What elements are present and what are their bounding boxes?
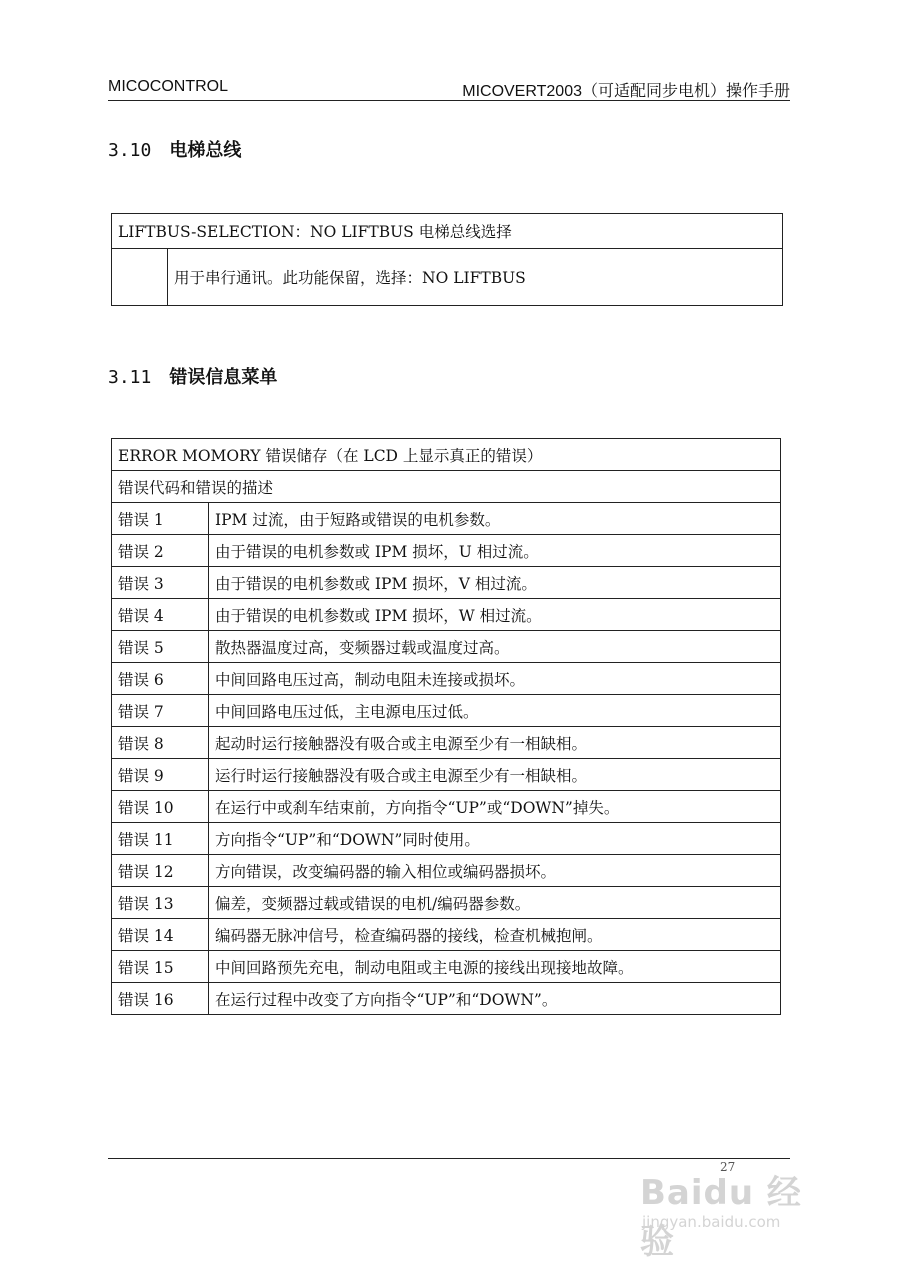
error-code: 错误 8 <box>112 727 209 759</box>
section-number: 3.11 <box>108 367 152 388</box>
error-code: 错误 15 <box>112 951 209 983</box>
watermark-site: jingyan.baidu.com <box>642 1213 781 1231</box>
error-description: 由于错误的电机参数或 IPM 损坏，V 相过流。 <box>209 567 781 599</box>
error-code: 错误 9 <box>112 759 209 791</box>
error-code: 错误 1 <box>112 503 209 535</box>
error-description: 方向错误，改变编码器的输入相位或编码器损坏。 <box>209 855 781 887</box>
liftbus-table <box>111 213 783 306</box>
table-row <box>112 791 781 823</box>
table-row <box>112 663 781 695</box>
error-code: 错误 6 <box>112 663 209 695</box>
error-description: 运行时运行接触器没有吸合或主电源至少有一相缺相。 <box>209 759 781 791</box>
error-code: 错误 3 <box>112 567 209 599</box>
footer-divider <box>108 1158 790 1159</box>
section-title: 错误信息菜单 <box>169 367 278 388</box>
error-description: 中间回路电压过低，主电源电压过低。 <box>209 695 781 727</box>
table-row <box>112 567 781 599</box>
error-table-subheader: 错误代码和错误的描述 <box>112 471 781 503</box>
error-code: 错误 16 <box>112 983 209 1015</box>
table-row <box>112 695 781 727</box>
table-row <box>112 503 781 535</box>
table-row <box>112 919 781 951</box>
header-manual-title: MICOVERT2003（可适配同步电机）操作手册 <box>462 83 790 100</box>
section-title: 电梯总线 <box>169 140 242 161</box>
error-description: 起动时运行接触器没有吸合或主电源至少有一相缺相。 <box>209 727 781 759</box>
error-table-header: ERROR MOMORY 错误储存（在 LCD 上显示真正的错误） <box>112 439 781 471</box>
error-description: 散热器温度过高，变频器过载或温度过高。 <box>209 631 781 663</box>
error-code: 错误 4 <box>112 599 209 631</box>
error-code: 错误 14 <box>112 919 209 951</box>
error-code: 错误 10 <box>112 791 209 823</box>
table-row <box>112 535 781 567</box>
error-description: 由于错误的电机参数或 IPM 损坏，U 相过流。 <box>209 535 781 567</box>
watermark-brand: Baidu 经验 <box>640 1173 802 1262</box>
error-code: 错误 12 <box>112 855 209 887</box>
error-code: 错误 5 <box>112 631 209 663</box>
table-row <box>112 823 781 855</box>
error-table <box>111 438 781 1015</box>
error-description: IPM 过流，由于短路或错误的电机参数。 <box>209 503 781 535</box>
page-number: 27 <box>720 1160 736 1174</box>
error-description: 由于错误的电机参数或 IPM 损坏，W 相过流。 <box>209 599 781 631</box>
section-3-11-heading <box>108 363 277 389</box>
error-code: 错误 2 <box>112 535 209 567</box>
error-description: 在运行中或刹车结束前，方向指令“UP”或“DOWN”掉失。 <box>209 791 781 823</box>
error-code: 错误 13 <box>112 887 209 919</box>
error-code: 错误 7 <box>112 695 209 727</box>
table-row <box>112 759 781 791</box>
error-description: 中间回路电压过高，制动电阻未连接或损坏。 <box>209 663 781 695</box>
error-description: 编码器无脉冲信号，检查编码器的接线，检查机械抱闸。 <box>209 919 781 951</box>
liftbus-empty-cell <box>112 249 168 306</box>
table-row <box>112 951 781 983</box>
watermark <box>640 1165 820 1262</box>
error-description: 中间回路预先充电，制动电阻或主电源的接线出现接地故障。 <box>209 951 781 983</box>
section-number: 3.10 <box>108 140 152 161</box>
error-description: 偏差，变频器过载或错误的电机/编码器参数。 <box>209 887 781 919</box>
page-header <box>108 78 790 101</box>
liftbus-table-header: LIFTBUS-SELECTION：NO LIFTBUS 电梯总线选择 <box>112 214 783 249</box>
header-company: MICOCONTROL <box>108 78 228 95</box>
section-3-10-heading <box>108 136 241 162</box>
liftbus-description: 用于串行通讯。此功能保留，选择：NO LIFTBUS <box>168 249 783 306</box>
table-row <box>112 631 781 663</box>
table-row <box>112 599 781 631</box>
table-row <box>112 983 781 1015</box>
error-code: 错误 11 <box>112 823 209 855</box>
error-description: 在运行过程中改变了方向指令“UP”和“DOWN”。 <box>209 983 781 1015</box>
table-row <box>112 727 781 759</box>
table-row <box>112 887 781 919</box>
error-description: 方向指令“UP”和“DOWN”同时使用。 <box>209 823 781 855</box>
table-row <box>112 855 781 887</box>
